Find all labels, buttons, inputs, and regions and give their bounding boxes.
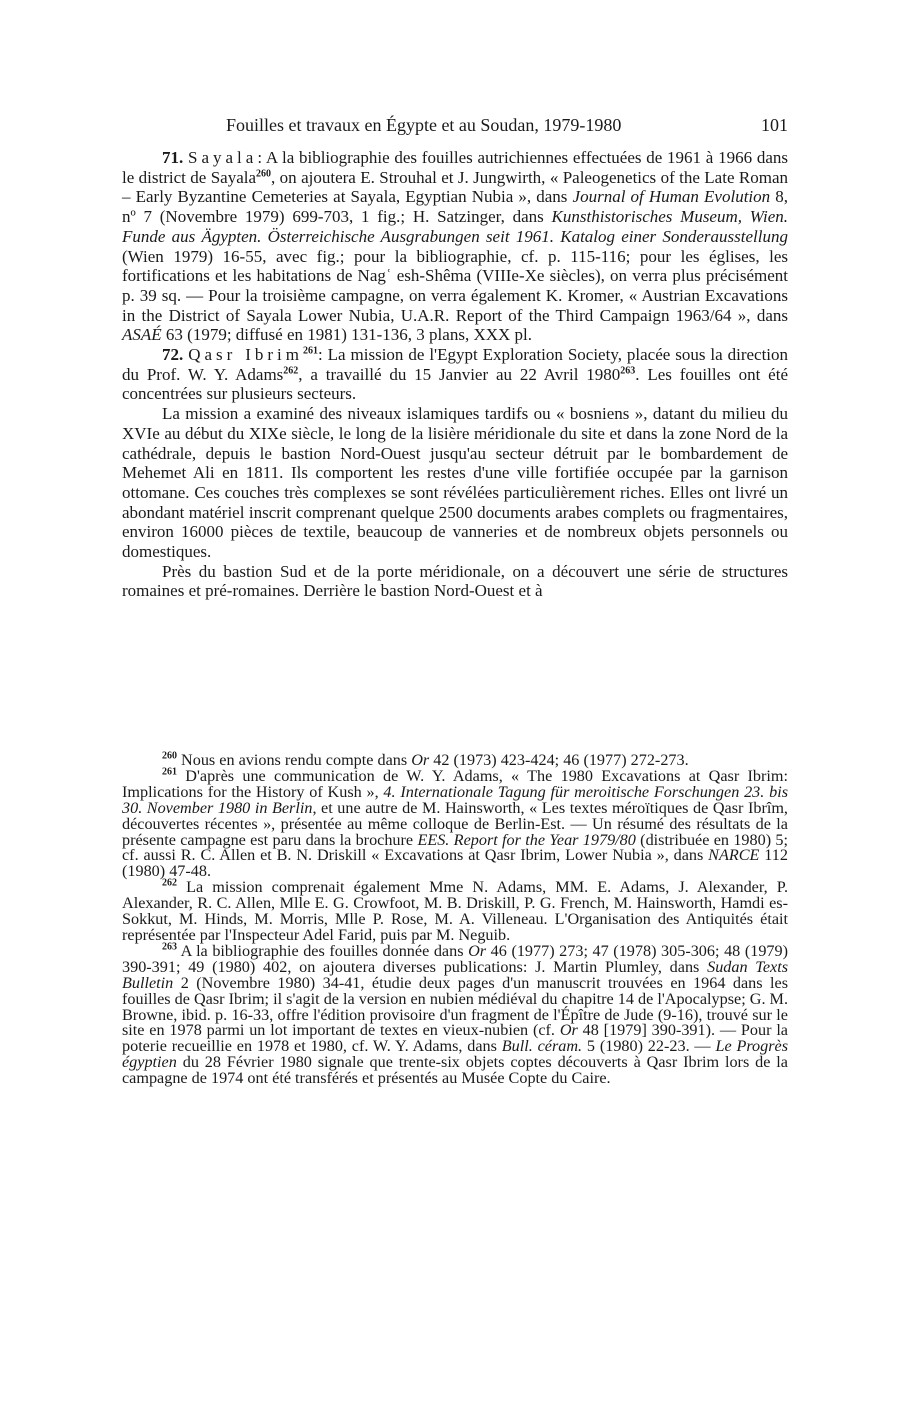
main-text	[122, 148, 788, 601]
paragraph-roman-structures: Près du bastion Sud et de la porte méridionale, on a découvert une série de structures romaines et pré-romaines. Derrière le bastion Nord-Ouest et à	[122, 561, 788, 601]
footnote-ref[interactable]: 261	[303, 345, 318, 357]
running-header	[122, 113, 788, 137]
footnote-number: 262	[162, 877, 177, 889]
footnote-number: 261	[162, 766, 177, 778]
site-name: Qasr Ibrim	[188, 345, 303, 365]
section-number: 71.	[162, 148, 184, 167]
footnote-262: $^{262}$ La mission comprenait également Mme N. Adams, MM. E. Adams, J. Alexander, P. Alexander, R. C. Allen, Mlle E. G. Crowfoot, M. B. Driskill, P. G. French, M. Hainsworth, Hamdi es-Sokkut, M. Hinds, M. Morris, Mlle P. Rose, M. A. Villeneau. L'Organisation des Antiquités était représentée par l'Inspecteur Adel Farid, puis par M. Neguib.	[122, 877, 788, 944]
footnote-261: $^{261}$ D'après une communication de W. Y. Adams, « The 1980 Excavations at Qasr Ibrim: Implications for the History of Kush », 4. Internationale Tagung für meroitische Forschungen 23. bis 30. November 1980 in Berlin, et une autre de M. Hainsworth, « Les textes méroïtiques de Qasr Ibrîm, découvertes récentes », présentée au même colloque de Berlin-Est. — Un résumé des résultats de la présente campagne est paru dans la brochure EES. Report for the Year 1979/80 (distribuée en 1980) 5; cf. aussi R. C. Allen et B. N. Driskill « Excavations at Qasr Ibrim, Lower Nubia », dans NARCE 112 (1980) 47-48.	[122, 766, 789, 881]
footnote-ref[interactable]: 262	[283, 365, 299, 377]
footnotes	[122, 750, 789, 1088]
footnote-number: 263	[162, 941, 177, 953]
footnote-ref[interactable]: 260	[256, 168, 272, 180]
paragraph-72: 72. Qasr Ibrim$^{261}$: La mission de l'Egypt Exploration Society, placée sous la direction du Prof. W. Y. Adams$^{262}$, a travaillé du 15 Janvier au 22 Avril 1980$^{263}$. Les fouilles ont été concentrées sur plusieurs secteurs.	[122, 345, 789, 404]
site-name: Sayala	[188, 148, 258, 167]
footnote-260: $^{260}$ Nous en avions rendu compte dans Or 42 (1973) 423-424; 46 (1977) 272-273.	[162, 750, 689, 769]
running-title: Fouilles et travaux en Égypte et au Soudan, 1979-1980	[226, 115, 622, 135]
paragraph-islamic-levels: La mission a examiné des niveaux islamiques tardifs ou « bosniens », datant du milieu du XVIe au début du XIXe siècle, le long de la lisière méridionale du site et dans la zone Nord de la cathédrale, depuis le bastion Nord-Ouest jusqu'au secteur détruit par le bombardement de Mehemet Ali en 1811. Ils comportent les restes d'une ville fortifiée occupée par la garnison ottomane. Ces couches très complexes se sont révélées particulièrement riches. Elles ont livré un abondant matériel inscrit comprenant quelque 2500 documents arabes complets ou fragmentaires, environ 16000 pièces de textile, beaucoup de vanneries et de nombreux objets personnels ou domestiques.	[122, 404, 788, 562]
paragraph-71: 71. Sayala: A la bibliographie des fouilles autrichiennes effectuées de 1961 à 1966 dans le district de Sayala$^{260}$, on ajoutera E. Strouhal et J. Jungwirth, « Paleogenetics of the Late Roman – Early Byzantine Cemeteries at Sayala, Egyptian Nubia », dans Journal of Human Evolution 8, nº 7 (Novembre 1979) 699-703, 1 fig.; H. Satzinger, dans Kunsthistorisches Museum, Wien. Funde aus Ägypten. Österreichische Ausgrabungen seit 1961. Katalog einer Sonderausstellung (Wien 1979) 16-55, avec fig.; pour la bibliographie, cf. p. 115-116; pour les églises, les fortifications et les habitations de Nagʿ esh-Shêma (VIIIe-Xe siècles), on verra plus précisément p. 39 sq. — Pour la troisième campagne, on verra également K. Kromer, « Austrian Excavations in the District of Sayala Lower Nubia, U.A.R. Report of the Third Campaign 1963/64 », dans ASAÉ 63 (1979; diffusé en 1981) 131-136, 3 plans, XXX pl.	[122, 148, 789, 345]
footnote-ref[interactable]: 263	[620, 365, 636, 377]
section-number: 72.	[162, 345, 184, 365]
footnote-number: 260	[162, 750, 177, 762]
page-number: 101	[761, 115, 788, 135]
footnote-263: $^{263}$ A la bibliographie des fouilles donnée dans Or 46 (1977) 273; 47 (1978) 305-306; 48 (1979) 390-391; 49 (1980) 402, on ajoutera diverses publications: J. Martin Plumley, dans Sudan Texts Bulletin 2 (Novembre 1980) 34-41, étudie deux pages d'un manuscrit trouvées en 1964 dans les fouilles de Qasr Ibrim; il s'agit de la version en nubien médiéval du chapitre 14 de l'Apocalypse; G. M. Browne, ibid. p. 16-33, offre l'édition provisoire d'un fragment de l'Épître de Jude (9-16), trouvé sur le site en 1978 parmi un lot important de textes en vieux-nubien (cf. Or 48 [1979] 390-391). — Pour la poterie recueillie en 1978 et 1980, cf. W. Y. Adams, dans Bull. céram. 5 (1980) 22-23. — Le Progrès égyptien du 28 Février 1980 signale que trente-six objets coptes découverts à Qasr Ibrim lors de la campagne de 1974 ont été transférés et présentés au Musée Copte du Caire.	[122, 941, 788, 1088]
